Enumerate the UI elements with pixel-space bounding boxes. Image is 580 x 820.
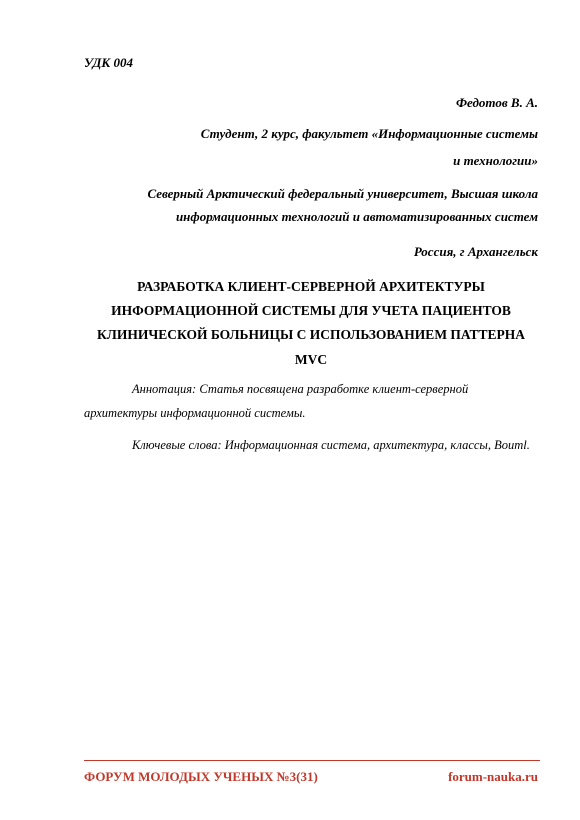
university-line-2: информационных технологий и автоматизированных систем bbox=[175, 209, 538, 224]
footer-site-link[interactable]: forum-nauka.ru bbox=[448, 769, 538, 784]
article-title-line-1: РАЗРАБОТКА КЛИЕНТ-СЕРВЕРНОЙ АРХИТЕКТУРЫ bbox=[137, 279, 485, 294]
keywords: Ключевые слова: Информационная система, архитектура, классы, Bouml. bbox=[132, 438, 530, 452]
abstract-line-1: Аннотация: Статья посвящена разработке клиент-серверной bbox=[132, 382, 469, 396]
author-location: Россия, г Архангельск bbox=[413, 244, 538, 259]
university-line-1: Северный Арктический федеральный университет, Высшая школа bbox=[147, 186, 538, 201]
abstract-line-2: архитектуры информационной системы. bbox=[84, 406, 306, 420]
footer-divider bbox=[84, 760, 540, 761]
udk-code: УДК 004 bbox=[84, 55, 133, 70]
author-status-line-2: и технологии» bbox=[453, 153, 538, 168]
author-name: Федотов В. А. bbox=[455, 95, 538, 110]
article-title-line-2: ИНФОРМАЦИОННОЙ СИСТЕМЫ ДЛЯ УЧЕТА ПАЦИЕНТОВ bbox=[111, 303, 511, 318]
article-title-line-3: КЛИНИЧЕСКОЙ БОЛЬНИЦЫ С ИСПОЛЬЗОВАНИЕМ ПАТТЕРНА bbox=[96, 327, 526, 342]
author-status-line-1: Студент, 2 курс, факультет «Информационные системы bbox=[200, 126, 538, 141]
article-title-line-4: MVC bbox=[294, 352, 328, 367]
footer-journal: ФОРУМ МОЛОДЫХ УЧЕНЫХ №3(31) bbox=[84, 769, 318, 784]
